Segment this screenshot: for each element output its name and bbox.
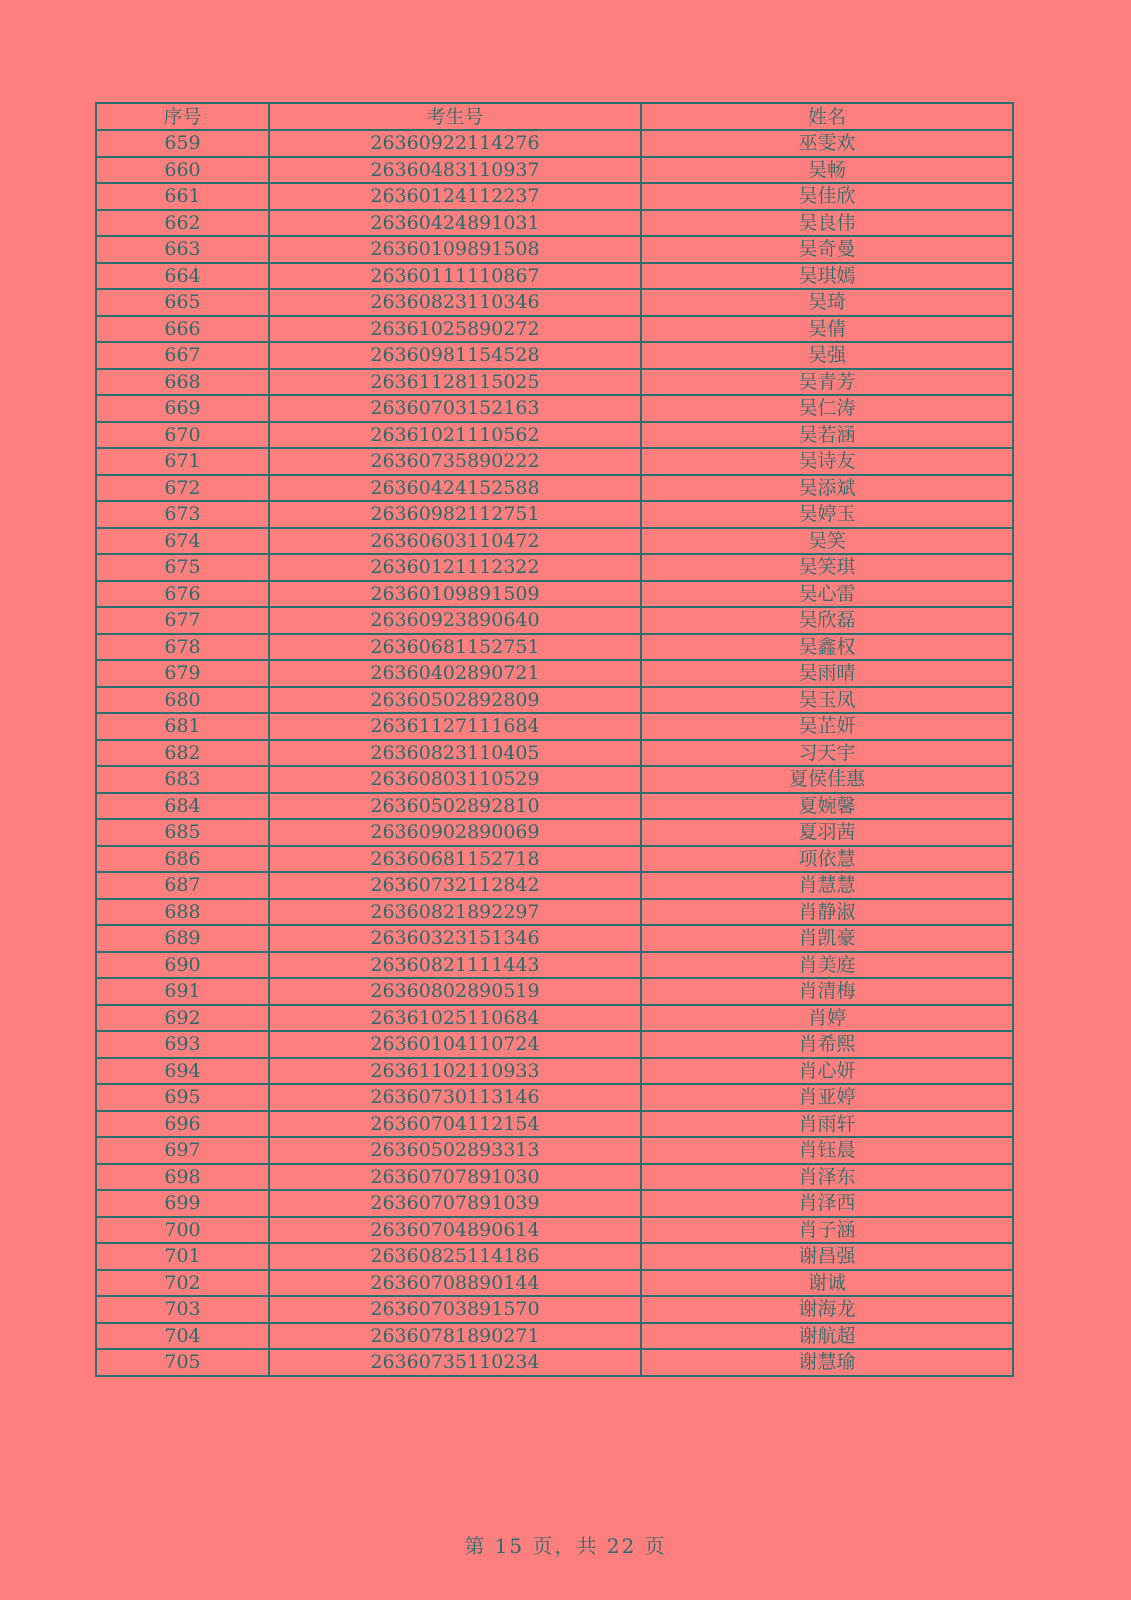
cell-index: 697 — [96, 1137, 269, 1164]
table-row — [96, 1190, 1013, 1217]
cell-index: 683 — [96, 766, 269, 793]
cell-exam-number: 26360502893313 — [269, 1137, 641, 1164]
cell-exam-number: 26361128115025 — [269, 369, 641, 396]
cell-exam-number: 26360502892809 — [269, 687, 641, 714]
cell-index: 689 — [96, 925, 269, 952]
table-row — [96, 1270, 1013, 1297]
cell-name: 吴良伟 — [641, 210, 1013, 237]
cell-name: 肖钰晨 — [641, 1137, 1013, 1164]
cell-exam-number: 26361025890272 — [269, 316, 641, 343]
table-row — [96, 846, 1013, 873]
cell-exam-number: 26360922114276 — [269, 130, 641, 157]
cell-index: 678 — [96, 634, 269, 661]
cell-exam-number: 26360803110529 — [269, 766, 641, 793]
cell-index: 672 — [96, 475, 269, 502]
cell-name: 肖心妍 — [641, 1058, 1013, 1085]
cell-index: 701 — [96, 1243, 269, 1270]
cell-name: 肖凯豪 — [641, 925, 1013, 952]
cell-name: 吴心雷 — [641, 581, 1013, 608]
header-name: 姓名 — [641, 103, 1013, 130]
cell-exam-number: 26360603110472 — [269, 528, 641, 555]
cell-exam-number: 26360104110724 — [269, 1031, 641, 1058]
cell-name: 肖希熙 — [641, 1031, 1013, 1058]
table-row — [96, 687, 1013, 714]
table-row — [96, 1111, 1013, 1138]
table-row — [96, 395, 1013, 422]
cell-name: 谢昌强 — [641, 1243, 1013, 1270]
cell-index: 661 — [96, 183, 269, 210]
cell-name: 吴添斌 — [641, 475, 1013, 502]
cell-index: 702 — [96, 1270, 269, 1297]
cell-exam-number: 26360708890144 — [269, 1270, 641, 1297]
cell-exam-number: 26360502892810 — [269, 793, 641, 820]
table-row — [96, 766, 1013, 793]
cell-name: 项依慧 — [641, 846, 1013, 873]
cell-exam-number: 26360825114186 — [269, 1243, 641, 1270]
cell-exam-number: 26360707891030 — [269, 1164, 641, 1191]
cell-name: 肖清梅 — [641, 978, 1013, 1005]
cell-exam-number: 26360704112154 — [269, 1111, 641, 1138]
cell-exam-number: 26360681152718 — [269, 846, 641, 873]
cell-exam-number: 26360109891509 — [269, 581, 641, 608]
cell-index: 665 — [96, 289, 269, 316]
cell-name: 肖婷 — [641, 1005, 1013, 1032]
cell-index: 704 — [96, 1323, 269, 1350]
cell-index: 696 — [96, 1111, 269, 1138]
cell-name: 吴玉凤 — [641, 687, 1013, 714]
cell-name: 谢海龙 — [641, 1296, 1013, 1323]
cell-exam-number: 26360823110405 — [269, 740, 641, 767]
table-row — [96, 581, 1013, 608]
cell-exam-number: 26360704890614 — [269, 1217, 641, 1244]
cell-index: 681 — [96, 713, 269, 740]
cell-exam-number: 26360823110346 — [269, 289, 641, 316]
cell-name: 吴畅 — [641, 157, 1013, 184]
cell-exam-number: 26360402890721 — [269, 660, 641, 687]
cell-name: 巫雯欢 — [641, 130, 1013, 157]
table-row — [96, 1031, 1013, 1058]
cell-index: 695 — [96, 1084, 269, 1111]
cell-name: 吴青芳 — [641, 369, 1013, 396]
cell-index: 667 — [96, 342, 269, 369]
table-row — [96, 528, 1013, 555]
table-row — [96, 925, 1013, 952]
table-row — [96, 1137, 1013, 1164]
table-row — [96, 1243, 1013, 1270]
cell-exam-number: 26360821892297 — [269, 899, 641, 926]
table-row — [96, 872, 1013, 899]
cell-exam-number: 26360707891039 — [269, 1190, 641, 1217]
cell-exam-number: 26361025110684 — [269, 1005, 641, 1032]
cell-name: 吴仁涛 — [641, 395, 1013, 422]
cell-index: 685 — [96, 819, 269, 846]
table-header-row — [96, 103, 1013, 130]
cell-name: 吴强 — [641, 342, 1013, 369]
table-row — [96, 713, 1013, 740]
cell-index: 670 — [96, 422, 269, 449]
cell-exam-number: 26360902890069 — [269, 819, 641, 846]
cell-exam-number: 26360703891570 — [269, 1296, 641, 1323]
cell-name: 吴倩 — [641, 316, 1013, 343]
cell-index: 668 — [96, 369, 269, 396]
cell-name: 吴雨晴 — [641, 660, 1013, 687]
table-body — [96, 130, 1013, 1376]
table-row — [96, 952, 1013, 979]
cell-exam-number: 26360923890640 — [269, 607, 641, 634]
page-footer: 第 15 页，共 22 页 — [464, 1534, 667, 1558]
cell-name: 吴芷妍 — [641, 713, 1013, 740]
cell-name: 肖静淑 — [641, 899, 1013, 926]
table-row — [96, 183, 1013, 210]
table-row — [96, 501, 1013, 528]
cell-name: 谢慧瑜 — [641, 1349, 1013, 1376]
table-row — [96, 899, 1013, 926]
table-row — [96, 1164, 1013, 1191]
table-row — [96, 1058, 1013, 1085]
cell-index: 700 — [96, 1217, 269, 1244]
table-row — [96, 369, 1013, 396]
cell-name: 肖美庭 — [641, 952, 1013, 979]
cell-name: 吴琦 — [641, 289, 1013, 316]
cell-index: 693 — [96, 1031, 269, 1058]
cell-name: 肖亚婷 — [641, 1084, 1013, 1111]
cell-index: 666 — [96, 316, 269, 343]
cell-exam-number: 26360981154528 — [269, 342, 641, 369]
cell-exam-number: 26360424891031 — [269, 210, 641, 237]
cell-name: 吴笑 — [641, 528, 1013, 555]
table-row — [96, 263, 1013, 290]
cell-exam-number: 26361127111684 — [269, 713, 641, 740]
cell-exam-number: 26360982112751 — [269, 501, 641, 528]
cell-name: 吴婷玉 — [641, 501, 1013, 528]
header-index: 序号 — [96, 103, 269, 130]
cell-name: 肖雨轩 — [641, 1111, 1013, 1138]
cell-index: 690 — [96, 952, 269, 979]
cell-exam-number: 26360781890271 — [269, 1323, 641, 1350]
table-row — [96, 1323, 1013, 1350]
cell-name: 夏婉馨 — [641, 793, 1013, 820]
table-row — [96, 1005, 1013, 1032]
cell-index: 686 — [96, 846, 269, 873]
table-row — [96, 740, 1013, 767]
cell-index: 703 — [96, 1296, 269, 1323]
table-row — [96, 130, 1013, 157]
cell-index: 691 — [96, 978, 269, 1005]
cell-index: 680 — [96, 687, 269, 714]
table-row — [96, 978, 1013, 1005]
table-row — [96, 819, 1013, 846]
cell-index: 692 — [96, 1005, 269, 1032]
cell-exam-number: 26360821111443 — [269, 952, 641, 979]
cell-index: 679 — [96, 660, 269, 687]
cell-name: 谢诚 — [641, 1270, 1013, 1297]
table-row — [96, 1296, 1013, 1323]
cell-exam-number: 26360802890519 — [269, 978, 641, 1005]
cell-index: 705 — [96, 1349, 269, 1376]
cell-exam-number: 26360109891508 — [269, 236, 641, 263]
table-row — [96, 422, 1013, 449]
cell-index: 671 — [96, 448, 269, 475]
cell-name: 肖泽东 — [641, 1164, 1013, 1191]
table-row — [96, 1084, 1013, 1111]
cell-name: 习天宇 — [641, 740, 1013, 767]
cell-name: 夏侯佳惠 — [641, 766, 1013, 793]
cell-exam-number: 26360703152163 — [269, 395, 641, 422]
table-row — [96, 475, 1013, 502]
cell-exam-number: 26360730113146 — [269, 1084, 641, 1111]
table-row — [96, 554, 1013, 581]
cell-exam-number: 26360124112237 — [269, 183, 641, 210]
cell-index: 688 — [96, 899, 269, 926]
cell-index: 684 — [96, 793, 269, 820]
table-row — [96, 607, 1013, 634]
student-list-table — [95, 102, 1014, 1377]
cell-index: 699 — [96, 1190, 269, 1217]
table-row — [96, 793, 1013, 820]
cell-name: 吴琪嫣 — [641, 263, 1013, 290]
cell-name: 肖子涵 — [641, 1217, 1013, 1244]
cell-index: 676 — [96, 581, 269, 608]
cell-exam-number: 26360735110234 — [269, 1349, 641, 1376]
table-row — [96, 236, 1013, 263]
cell-exam-number: 26360483110937 — [269, 157, 641, 184]
cell-index: 694 — [96, 1058, 269, 1085]
cell-exam-number: 26360424152588 — [269, 475, 641, 502]
header-exam-number: 考生号 — [269, 103, 641, 130]
table-row — [96, 1349, 1013, 1376]
cell-exam-number: 26361102110933 — [269, 1058, 641, 1085]
cell-exam-number: 26360111110867 — [269, 263, 641, 290]
cell-name: 吴欣磊 — [641, 607, 1013, 634]
cell-exam-number: 26360681152751 — [269, 634, 641, 661]
cell-name: 吴诗友 — [641, 448, 1013, 475]
table-row — [96, 634, 1013, 661]
table-row — [96, 660, 1013, 687]
cell-name: 吴笑琪 — [641, 554, 1013, 581]
table-row — [96, 316, 1013, 343]
cell-index: 682 — [96, 740, 269, 767]
cell-name: 吴佳欣 — [641, 183, 1013, 210]
cell-index: 664 — [96, 263, 269, 290]
cell-index: 687 — [96, 872, 269, 899]
cell-name: 吴鑫权 — [641, 634, 1013, 661]
cell-index: 659 — [96, 130, 269, 157]
table-row — [96, 448, 1013, 475]
table-row — [96, 342, 1013, 369]
cell-name: 夏羽茜 — [641, 819, 1013, 846]
cell-exam-number: 26360121112322 — [269, 554, 641, 581]
cell-index: 673 — [96, 501, 269, 528]
cell-name: 吴奇曼 — [641, 236, 1013, 263]
table-row — [96, 157, 1013, 184]
cell-index: 677 — [96, 607, 269, 634]
cell-name: 肖慧慧 — [641, 872, 1013, 899]
cell-index: 675 — [96, 554, 269, 581]
cell-exam-number: 26360735890222 — [269, 448, 641, 475]
cell-name: 吴若涵 — [641, 422, 1013, 449]
cell-index: 660 — [96, 157, 269, 184]
table-row — [96, 210, 1013, 237]
cell-index: 674 — [96, 528, 269, 555]
cell-index: 663 — [96, 236, 269, 263]
student-list-table-container — [95, 102, 1012, 1377]
cell-name: 肖泽西 — [641, 1190, 1013, 1217]
table-row — [96, 1217, 1013, 1244]
cell-index: 669 — [96, 395, 269, 422]
table-row — [96, 289, 1013, 316]
cell-exam-number: 26360732112842 — [269, 872, 641, 899]
cell-index: 662 — [96, 210, 269, 237]
cell-exam-number: 26360323151346 — [269, 925, 641, 952]
cell-index: 698 — [96, 1164, 269, 1191]
cell-exam-number: 26361021110562 — [269, 422, 641, 449]
cell-name: 谢航超 — [641, 1323, 1013, 1350]
